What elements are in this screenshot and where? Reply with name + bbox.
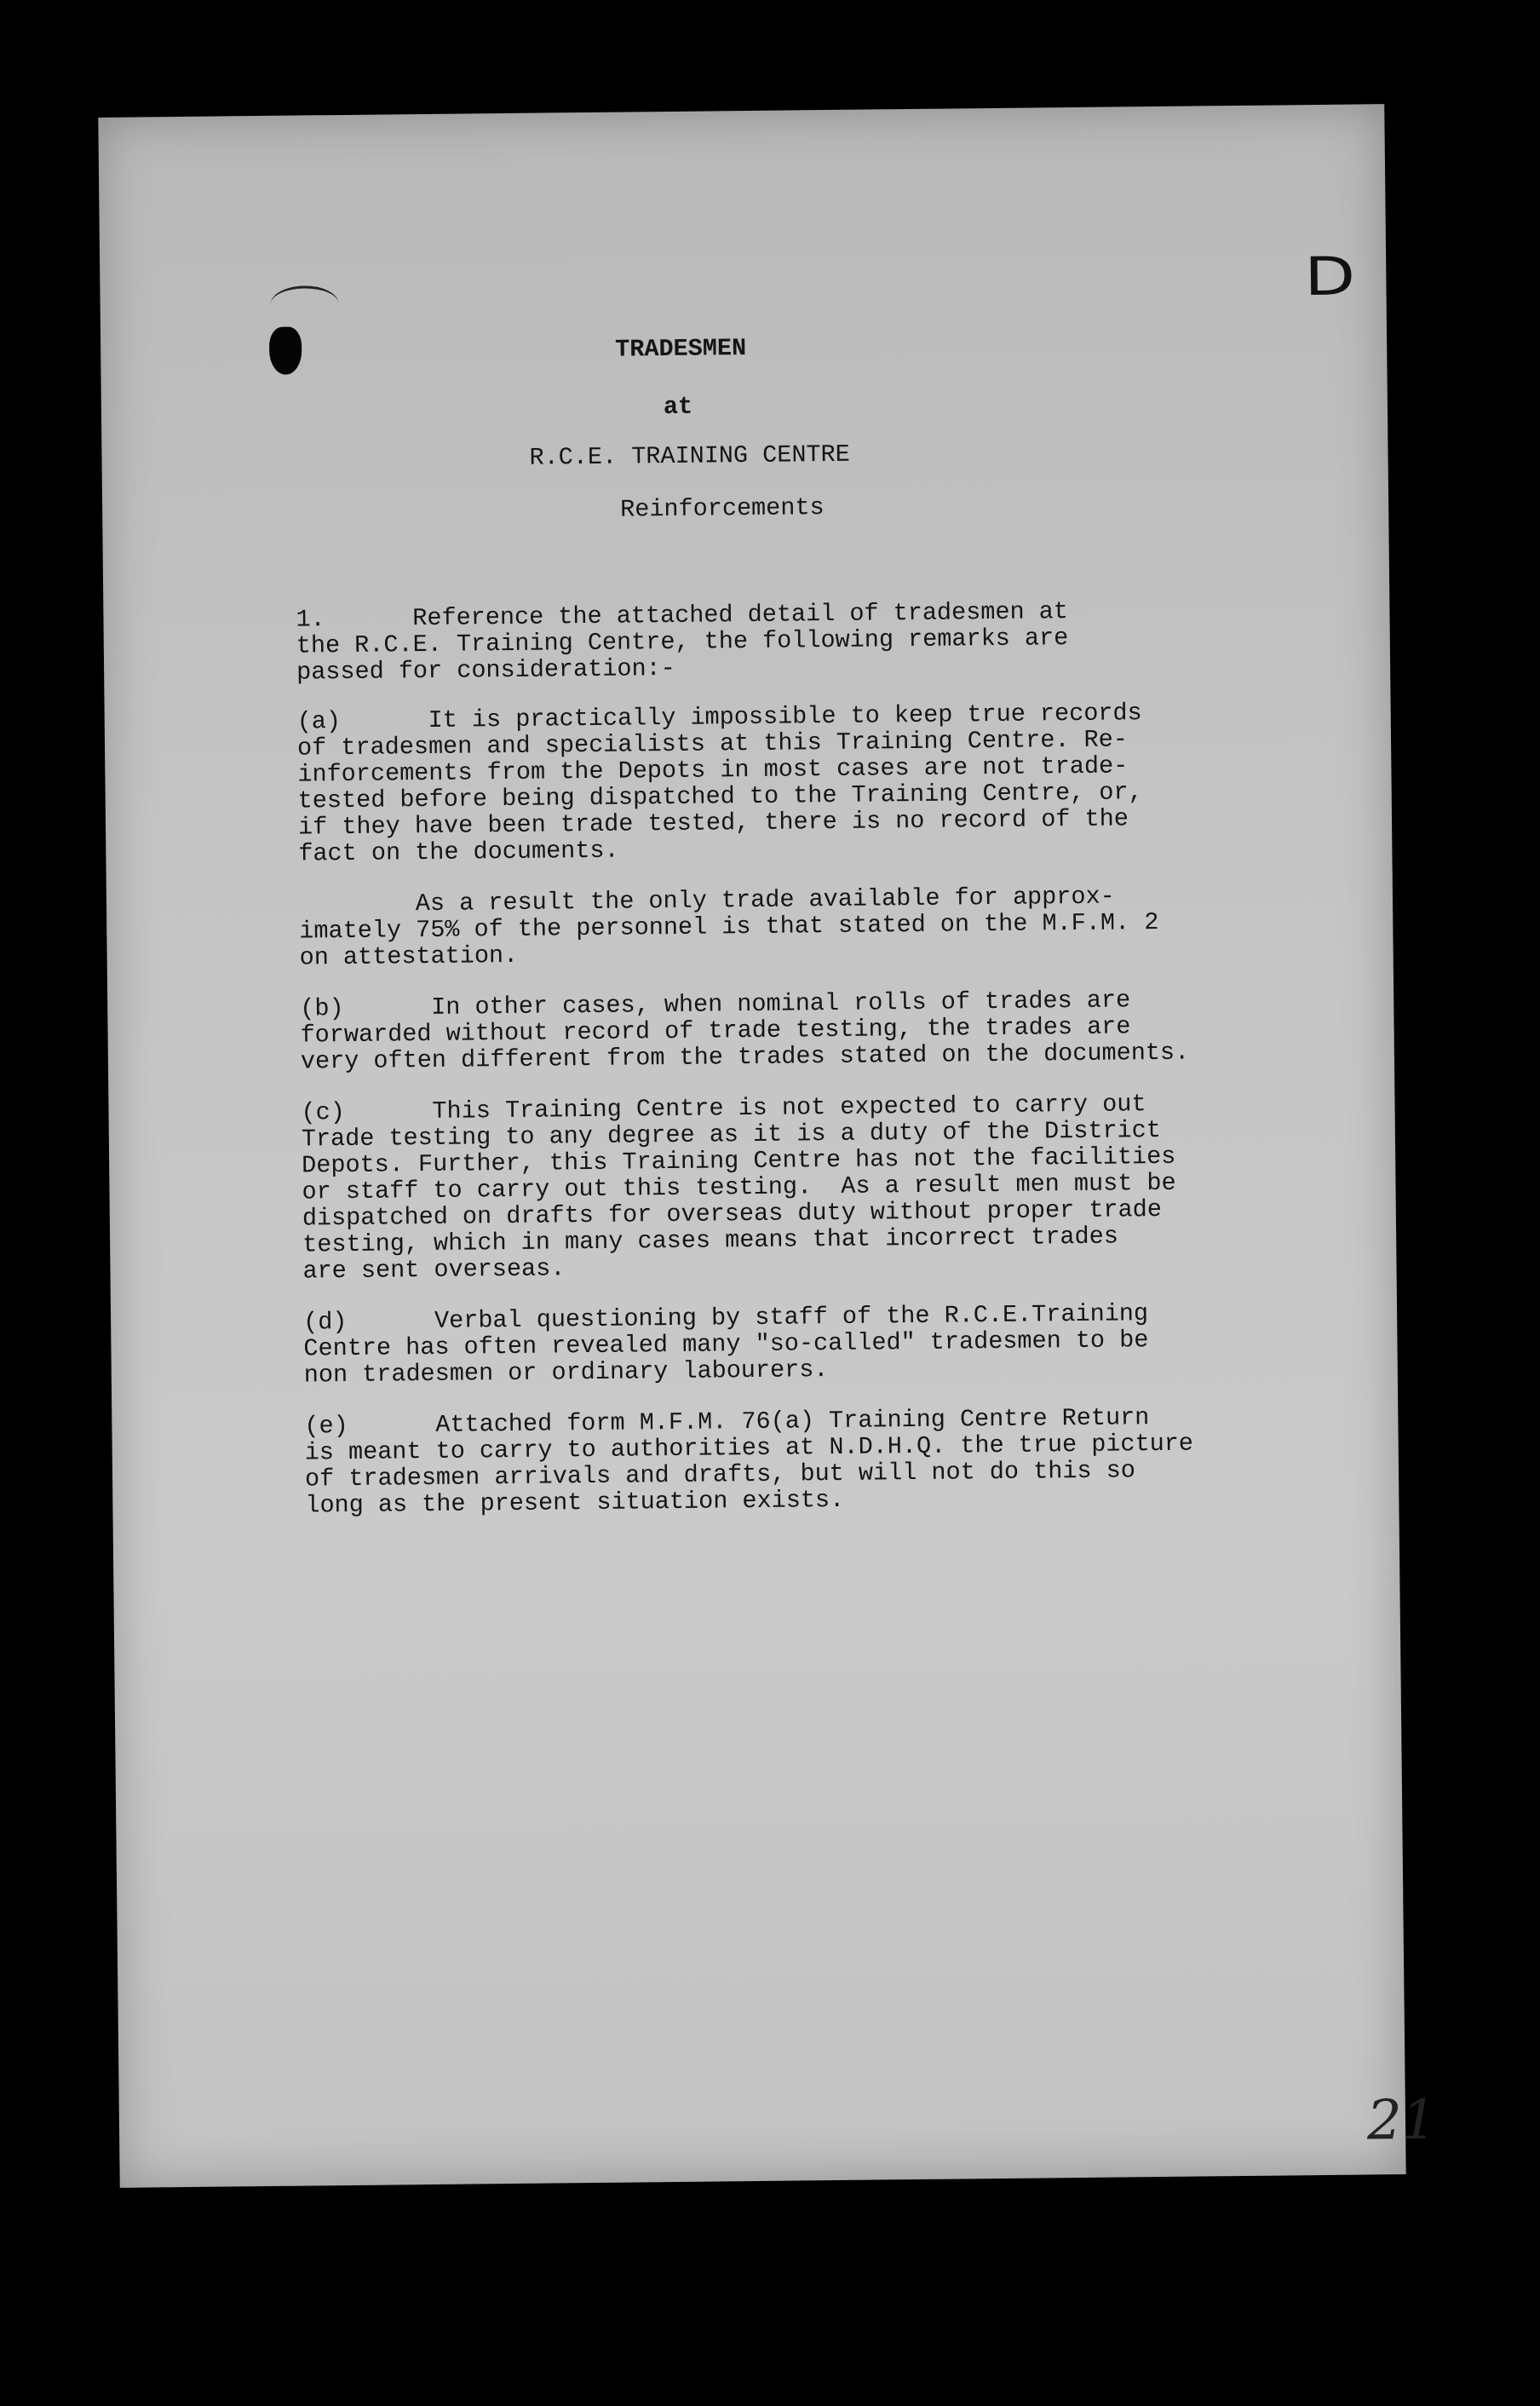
para1-line3: passed for consideration:- (296, 653, 675, 687)
heading-reinforcements: Reinforcements (619, 493, 825, 524)
binder-mark (270, 285, 338, 323)
para-b-line2: forwarded without record of trade testing, the trades are (300, 1012, 1131, 1050)
page-number: 21 (1366, 2088, 1437, 2153)
para-a-line2: of tradesmen and specialists at this Training Centre. Re- (296, 725, 1129, 763)
para-e-line3: of tradesmen arrivals and drafts, but will not do this so (304, 1456, 1136, 1494)
para-e-line4: long as the present situation exists. (305, 1485, 845, 1520)
heading-training-centre: R.C.E. TRAINING CENTRE (529, 440, 850, 472)
para-c-line7: are sent overseas. (302, 1254, 566, 1286)
para-c-line4: or staff to carry out this testing. As a result men must be (302, 1168, 1176, 1206)
para-a2-line2: imately 75% of the personnel is that stated on the M.F.M. 2 (299, 907, 1159, 946)
para-c-line1: (c) This Training Centre is not expected to carry out (301, 1090, 1146, 1127)
para-b-line1: (b) In other cases, when nominal rolls of trades are (300, 986, 1131, 1023)
para1-line2: the R.C.E. Training Centre, the following remarks are (296, 624, 1069, 660)
para1-line1: 1. Reference the attached detail of tradesmen at (296, 597, 1069, 634)
para-a-line3: inforcements from the Depots in most cases are not trade- (297, 751, 1129, 789)
heading-tradesmen: TRADESMEN (615, 334, 747, 364)
para-a-line1: (a) It is practically impossible to keep true records (296, 699, 1142, 736)
heading-at: at (663, 392, 693, 422)
para-c-line6: testing, which in many cases means that incorrect trades (302, 1222, 1119, 1259)
document-page (98, 104, 1437, 2188)
para-c-line2: Trade testing to any degree as it is a duty of the District (301, 1115, 1162, 1154)
para-a-line5: if they have been trade tested, there is no record of the (297, 804, 1129, 842)
para-c-line3: Depots. Further, this Training Centre has not the facilities (302, 1142, 1176, 1180)
binder-hole (269, 326, 302, 374)
para-d-line1: (d) Verbal questioning by staff of the R.C.E.Training (302, 1299, 1149, 1337)
para-a2-line1: As a result the only trade available for approx- (298, 882, 1115, 919)
para-a2-line3: on attestation. (299, 941, 519, 972)
corner-mark: D (1303, 245, 1356, 308)
para-d-line3: non tradesmen or ordinary labourers. (303, 1356, 829, 1390)
para-d-line2: Centre has often revealed many "so-called" tradesmen to be (303, 1326, 1149, 1363)
para-a-line4: tested before being dispatched to the Training Centre, or, (297, 778, 1143, 815)
para-e-line1: (e) Attached form M.F.M. 76(a) Training Centre Return (304, 1403, 1150, 1441)
para-b-line3: very often different from the trades stated on the documents. (300, 1038, 1190, 1076)
para-e-line2: is meant to carry to authorities at N.D.H.Q. the true picture (304, 1429, 1194, 1467)
para-c-line5: dispatched on drafts for overseas duty without proper trade (302, 1194, 1163, 1233)
para-a-line6: fact on the documents. (298, 836, 619, 868)
